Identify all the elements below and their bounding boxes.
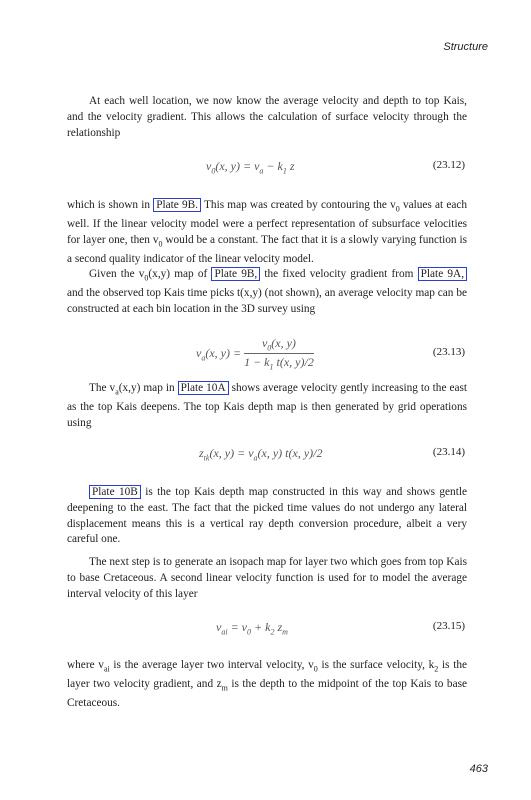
plate-10a-link[interactable]: Plate 10A bbox=[178, 381, 229, 395]
paragraph-6 bbox=[67, 555, 467, 602]
equation-23-12: $v_0(x$, $y) = v_a - k_1$ z (23.12) bbox=[206, 159, 465, 176]
plate-10b-link[interactable]: Plate 10B bbox=[89, 485, 141, 499]
plate-9a-link[interactable]: Plate 9A, bbox=[418, 267, 467, 281]
paragraph-1-text: At each well location, we now know the average velocity and depth to top Kais, and the velocity gradient. This allows the calculation of surface velocity through the relationship bbox=[67, 95, 467, 139]
running-head: Structure bbox=[443, 41, 488, 53]
plate-9b-link[interactable]: Plate 9B. bbox=[153, 198, 201, 212]
plate-9b-link-2[interactable]: Plate 9B, bbox=[211, 267, 260, 281]
paragraph-2: which is shown in Plate 9B. This map was created by contouring the $v_0$ values at each well. If the linear velocity model were a perfect representation of subsurface velocities for layer one, then $v_0$ would be a constant. The fact that it is a slowly varying function is a second quality indicator of the linear velocity model. bbox=[67, 199, 468, 265]
paragraph-1 bbox=[67, 94, 467, 141]
equation-number: (23.14) bbox=[432, 446, 465, 458]
paragraph-5: Plate 10B is the top Kais depth map constructed in this way and shows gentle deepening to the east. The fact that the picked time values do not undergo any lateral displacement means this is a vertical ray depth conversion procedure, albeit a very careful one. bbox=[67, 486, 467, 546]
paragraph-4: The $v_a(x,y)$ map in Plate 10A shows average velocity gently increasing to the east as the top Kais deepens. The top Kais depth map is then generated by grid operations using bbox=[67, 382, 468, 429]
equation-23-14: $z_{tk}(x$, $y) = v_a(x$, y) t(x, y)/2 (23.14) bbox=[199, 446, 465, 463]
equation-23-13: $v_a(x$, y) = $\frac{v_0(x, y)}{1 - k_1 t(x, y)/2}$ (23.13) bbox=[196, 336, 465, 372]
paragraph-3: Given the $v_0(x,y)$ map of Plate 9B, the fixed velocity gradient from Plate 9A, and the observed top Kais time picks t(x,y) (not shown), an average velocity map can be constructed at each bin location in the 3D survey using bbox=[67, 268, 467, 315]
equation-number: (23.15) bbox=[432, 620, 465, 632]
equation-number: (23.13) bbox=[432, 346, 465, 358]
paragraph-7: where $v_{ai}$ is the average layer two interval velocity, $v_0$ is the surface velocity, $k_2$ is the layer two velocity gradient, and $z_m$ is the depth to the midpoint of the top Kais to base Cretaceous. bbox=[67, 659, 468, 710]
page-number: 463 bbox=[469, 763, 488, 775]
equation-23-15: $v_{ai} = v_0 + k_2$ $z_m$ (23.15) bbox=[216, 620, 465, 637]
paragraph-6-text: The next step is to generate an isopach map for layer two which goes from top Kais to base Cretaceous. A second linear velocity function is used for to model the average interval velocity of this layer bbox=[67, 556, 467, 600]
equation-number: (23.12) bbox=[432, 159, 465, 171]
